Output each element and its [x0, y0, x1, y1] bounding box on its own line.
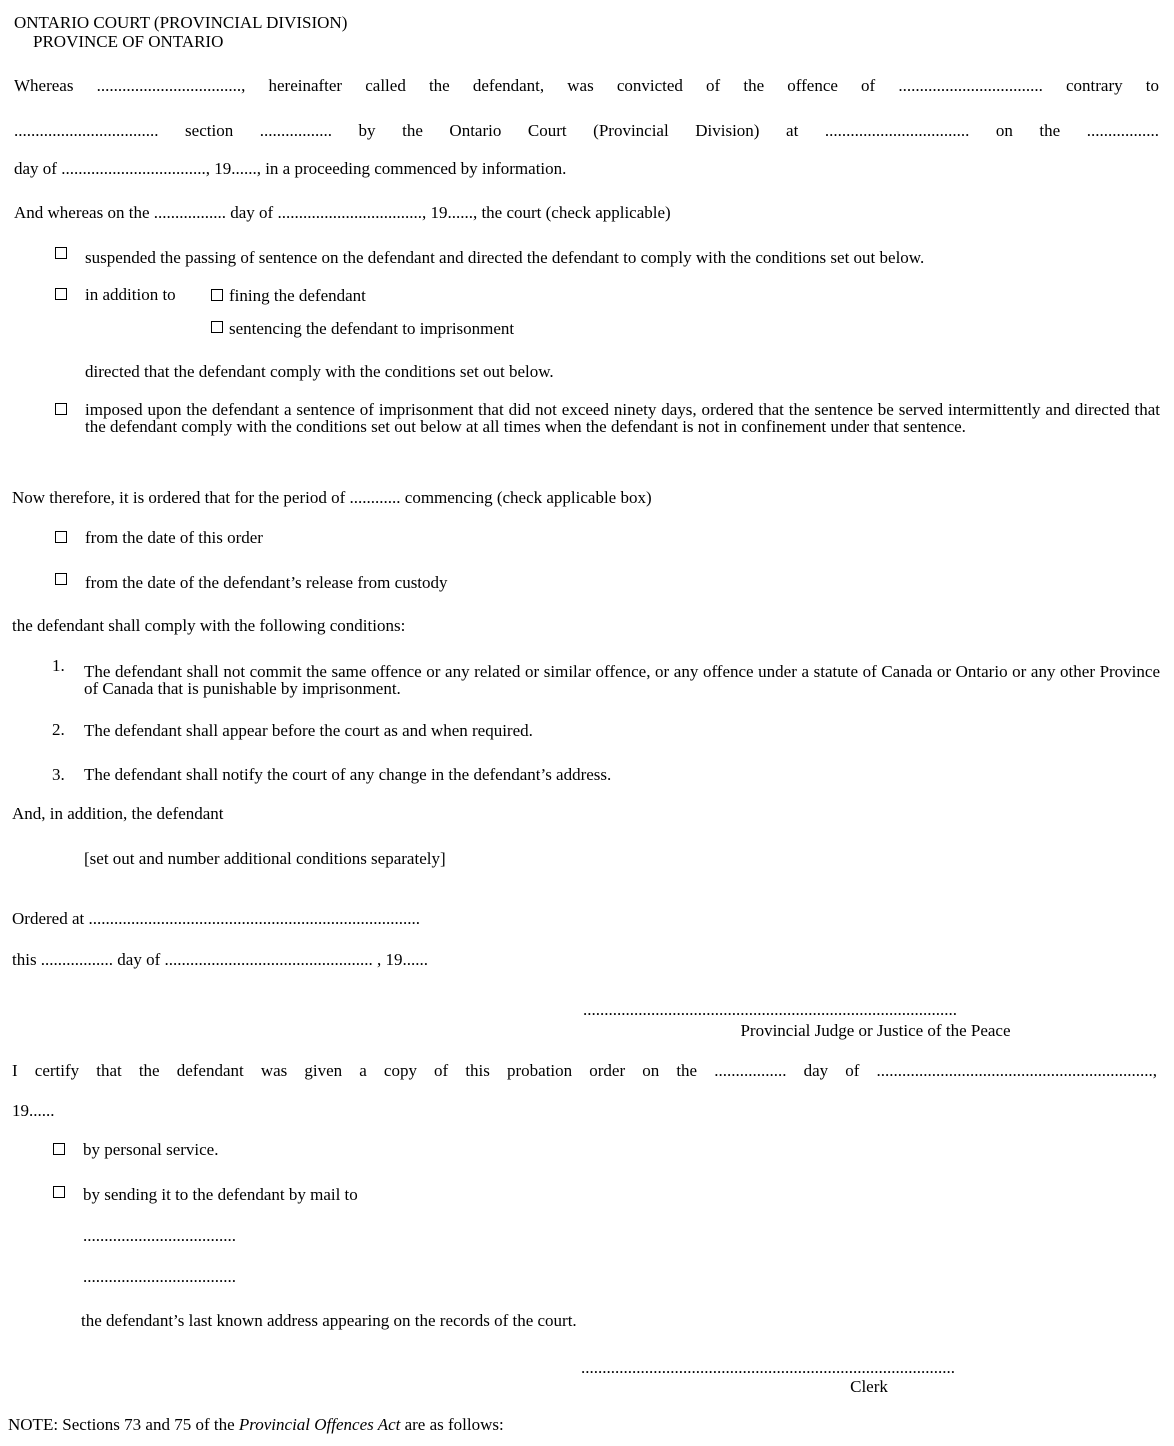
- and-whereas-line: And whereas on the ................. day of .................................., 19......, the court (check applicable): [14, 203, 671, 222]
- suspended-checkbox[interactable]: [55, 247, 67, 259]
- mail-service-checkbox[interactable]: [53, 1186, 65, 1198]
- sentencing-checkbox[interactable]: [211, 321, 223, 333]
- whereas-line-1: Whereas .................................., hereinafter called the defendant, was convicted of the offence of .................................. contrary to: [14, 76, 1159, 95]
- condition-3-number: 3.: [52, 765, 65, 784]
- imposed-label: imposed upon the defendant a sentence of imprisonment that did not exceed ninety days, ordered that the sentence be served intermittently and directed that the defendant comply with the conditions set out below at all times when the defendant is not in confinement under that sentence.: [85, 400, 1160, 436]
- court-title: ONTARIO COURT (PROVINCIAL DIVISION): [14, 13, 348, 32]
- condition-2-number: 2.: [52, 720, 65, 739]
- judge-signature-label: Provincial Judge or Justice of the Peace: [740, 1021, 1011, 1040]
- in-addition-checkbox[interactable]: [55, 288, 67, 300]
- judge-signature-line: ........................................................................................: [583, 1000, 957, 1019]
- now-therefore-line: Now therefore, it is ordered that for the period of ............ commencing (check applicable box): [12, 488, 652, 507]
- note-prefix: NOTE: Sections 73 and 75 of the: [8, 1415, 239, 1434]
- comply-intro: the defendant shall comply with the following conditions:: [12, 616, 406, 635]
- note-line: [8, 1415, 504, 1434]
- ordered-date-line: this ................. day of ................................................. , 19......: [12, 950, 429, 969]
- note-act-title: Provincial Offences Act: [238, 1415, 401, 1434]
- mail-address-line-2: ....................................: [83, 1267, 236, 1286]
- last-known-address-text: the defendant’s last known address appearing on the records of the court.: [81, 1311, 577, 1330]
- in-addition-label: in addition to: [85, 285, 176, 304]
- condition-3-text: The defendant shall notify the court of any change in the defendant’s address.: [84, 765, 612, 784]
- note-suffix: are as follows:: [400, 1415, 504, 1434]
- from-release-label: from the date of the defendant’s release from custody: [85, 573, 448, 592]
- condition-1-number: 1.: [52, 656, 65, 675]
- ordered-at-line: Ordered at ..............................................................................: [12, 909, 420, 928]
- fining-label: fining the defendant: [229, 286, 366, 305]
- clerk-signature-label: Clerk: [850, 1377, 888, 1396]
- additional-instruction: [set out and number additional conditions separately]: [84, 849, 446, 868]
- whereas-line-2: .................................. section ................. by the Ontario Court (Provincial Division) at .................................. on the .................: [14, 121, 1159, 140]
- province-title: PROVINCE OF ONTARIO: [33, 32, 224, 51]
- imposed-checkbox[interactable]: [55, 403, 67, 415]
- sentencing-label: sentencing the defendant to imprisonment: [229, 319, 515, 338]
- condition-1-text: The defendant shall not commit the same offence or any related or similar offence, or any offence under a statute of Canada or Ontario or any other Province of Canada that is punishable by imprisonment.: [84, 662, 1160, 698]
- from-release-checkbox[interactable]: [55, 573, 67, 585]
- additional-intro: And, in addition, the defendant: [12, 804, 224, 823]
- certify-line: I certify that the defendant was given a copy of this probation order on the ................. day of .................................................................,: [12, 1061, 1157, 1080]
- whereas-line-3: day of .................................., 19......, in a proceeding commenced by information.: [14, 159, 567, 178]
- directed-text: directed that the defendant comply with the conditions set out below.: [85, 362, 554, 381]
- fining-checkbox[interactable]: [211, 289, 223, 301]
- personal-service-checkbox[interactable]: [53, 1143, 65, 1155]
- personal-service-label: by personal service.: [83, 1140, 219, 1159]
- mail-service-label: by sending it to the defendant by mail to: [83, 1185, 358, 1204]
- clerk-signature-line: ........................................................................................: [581, 1358, 955, 1377]
- from-order-checkbox[interactable]: [55, 531, 67, 543]
- certify-year: 19......: [12, 1101, 55, 1120]
- suspended-label: suspended the passing of sentence on the defendant and directed the defendant to comply with the conditions set out below.: [85, 248, 925, 267]
- from-order-label: from the date of this order: [85, 528, 263, 547]
- mail-address-line-1: ....................................: [83, 1226, 236, 1245]
- condition-2-text: The defendant shall appear before the court as and when required.: [84, 721, 533, 740]
